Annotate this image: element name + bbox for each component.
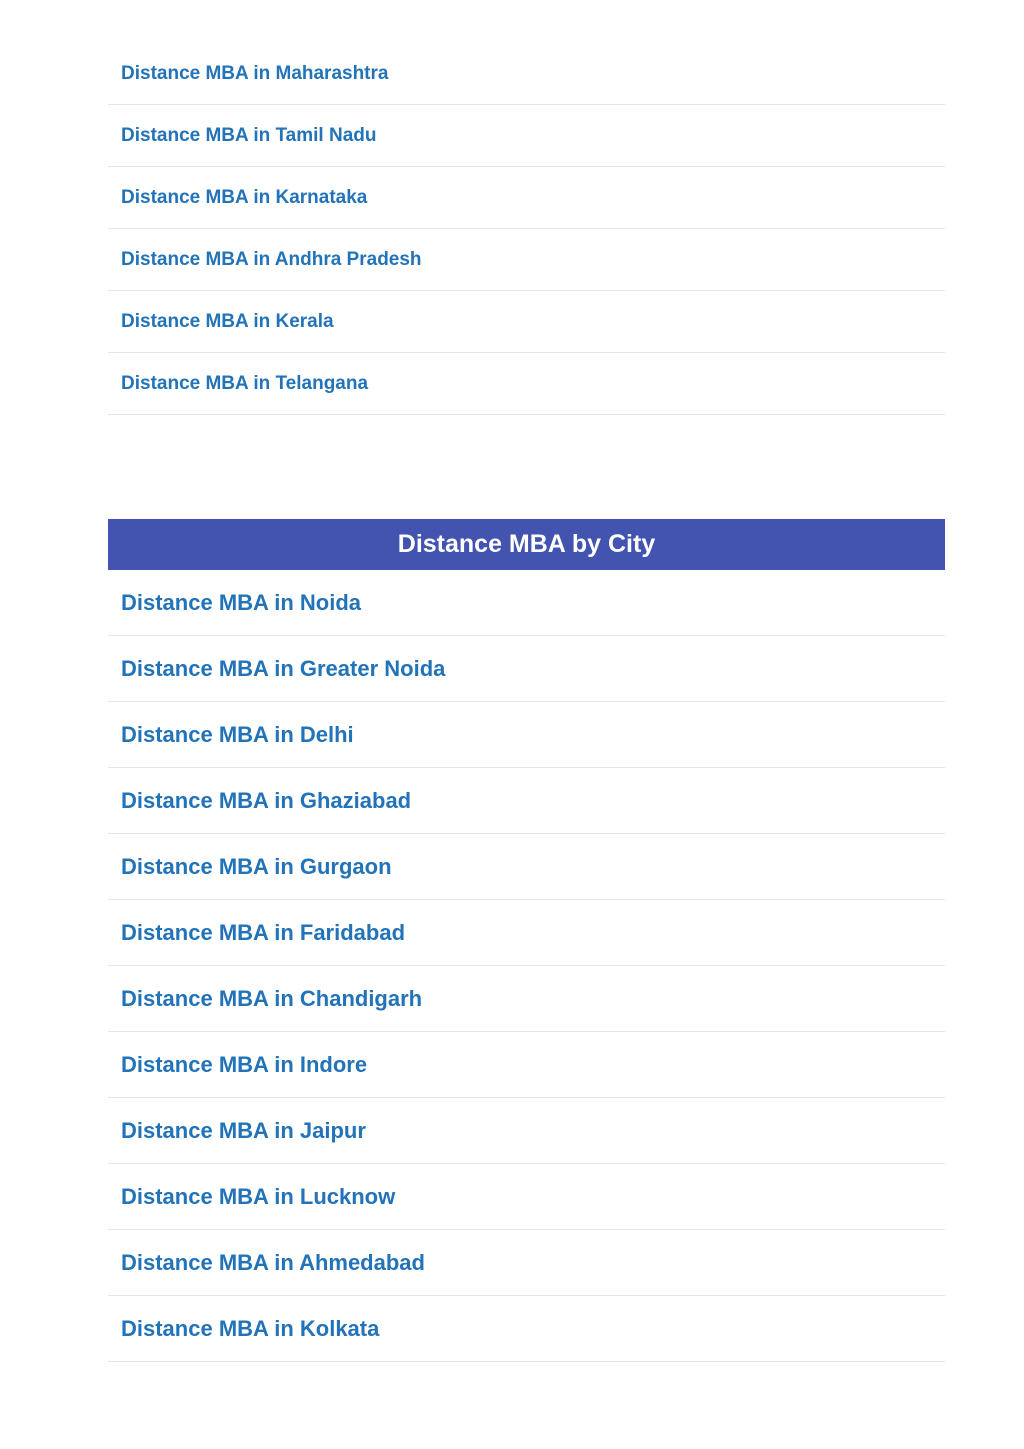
city-link-kolkata[interactable]: Distance MBA in Kolkata <box>121 1315 380 1341</box>
list-item <box>108 43 945 105</box>
list-item <box>108 1098 945 1164</box>
state-links-list <box>108 43 945 415</box>
list-item <box>108 1296 945 1362</box>
city-link-delhi[interactable]: Distance MBA in Delhi <box>121 721 354 747</box>
state-link-andhra-pradesh[interactable]: Distance MBA in Andhra Pradesh <box>121 248 422 270</box>
city-link-gurgaon[interactable]: Distance MBA in Gurgaon <box>121 853 392 879</box>
city-link-greater-noida[interactable]: Distance MBA in Greater Noida <box>121 655 446 681</box>
state-link-maharashtra[interactable]: Distance MBA in Maharashtra <box>121 62 389 84</box>
list-item <box>108 636 945 702</box>
city-link-ghaziabad[interactable]: Distance MBA in Ghaziabad <box>121 787 412 813</box>
state-link-tamil-nadu[interactable]: Distance MBA in Tamil Nadu <box>121 124 377 146</box>
list-item <box>108 167 945 229</box>
city-link-noida[interactable]: Distance MBA in Noida <box>121 589 361 615</box>
list-item <box>108 291 945 353</box>
list-item <box>108 1032 945 1098</box>
list-item <box>108 702 945 768</box>
list-item <box>108 353 945 415</box>
city-link-indore[interactable]: Distance MBA in Indore <box>121 1051 368 1077</box>
state-link-karnataka[interactable]: Distance MBA in Karnataka <box>121 186 368 208</box>
list-item <box>108 834 945 900</box>
city-link-ahmedabad[interactable]: Distance MBA in Ahmedabad <box>121 1249 425 1275</box>
list-item <box>108 1230 945 1296</box>
city-link-faridabad[interactable]: Distance MBA in Faridabad <box>121 919 406 945</box>
state-link-kerala[interactable]: Distance MBA in Kerala <box>121 310 334 332</box>
city-section-header: Distance MBA by City <box>108 519 945 570</box>
city-link-chandigarh[interactable]: Distance MBA in Chandigarh <box>121 985 423 1011</box>
list-item <box>108 570 945 636</box>
list-item <box>108 1164 945 1230</box>
list-item <box>108 229 945 291</box>
city-link-jaipur[interactable]: Distance MBA in Jaipur <box>121 1117 366 1143</box>
state-link-telangana[interactable]: Distance MBA in Telangana <box>121 372 369 394</box>
city-link-lucknow[interactable]: Distance MBA in Lucknow <box>121 1183 396 1209</box>
list-item <box>108 900 945 966</box>
list-item <box>108 966 945 1032</box>
list-item <box>108 105 945 167</box>
list-item <box>108 768 945 834</box>
city-links-list <box>108 570 945 1362</box>
